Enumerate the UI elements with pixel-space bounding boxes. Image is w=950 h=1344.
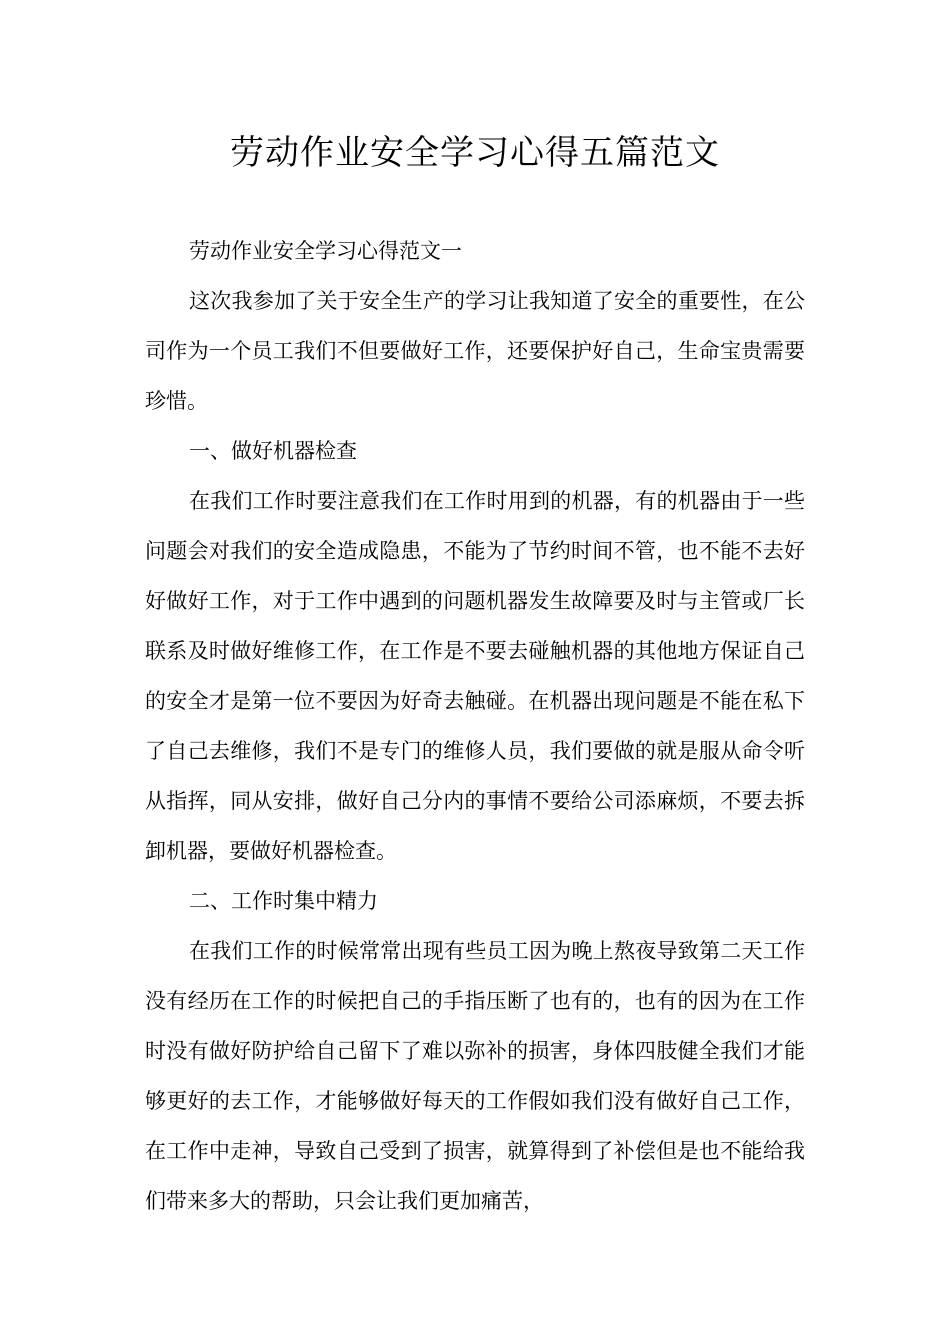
paragraph-intro: 这次我参加了关于安全生产的学习让我知道了安全的重要性，在公司作为一个员工我们不但要做好工作，还要保护好自己，生命宝贵需要珍惜。 [145,289,805,413]
document-body [145,226,805,1226]
paragraph-concentration: 在我们工作的时候常常出现有些员工因为晚上熬夜导致第二天工作没有经历在工作的时候把自己的手指压断了也有的，也有的因为在工作时没有做好防护给自己留下了难以弥补的损害，身体四肢健全我们才能够更好的去工作，才能够做好每天的工作假如我们没有做好自己工作，在工作中走神，导致自己受到了损害，就算得到了补偿但是也不能给我们带来多大的帮助，只会让我们更加痛苦， [145,939,805,1213]
paragraph-machine-check: 在我们工作时要注意我们在工作时用到的机器，有的机器由于一些问题会对我们的安全造成隐患，不能为了节约时间不管，也不能不去好好做好工作，对于工作中遇到的问题机器发生故障要及时与主管或厂长联系及时做好维修工作，在工作是不要去碰触机器的其他地方保证自己的安全才是第一位不要因为好奇去触碰。在机器出现问题是不能在私下了自己去维修，我们不是专门的维修人员，我们要做的就是服从命令听从指挥，同从安排，做好自己分内的事情不要给公司添麻烦，不要去拆卸机器，要做好机器检查。 [145,489,805,863]
section-heading-machine-check: 一、做好机器检查 [189,439,357,463]
section-heading-concentration: 二、工作时集中精力 [189,889,378,913]
document-title: 劳动作业安全学习心得五篇范文 [230,133,720,173]
section-heading-essay-one: 劳动作业安全学习心得范文一 [189,239,462,263]
